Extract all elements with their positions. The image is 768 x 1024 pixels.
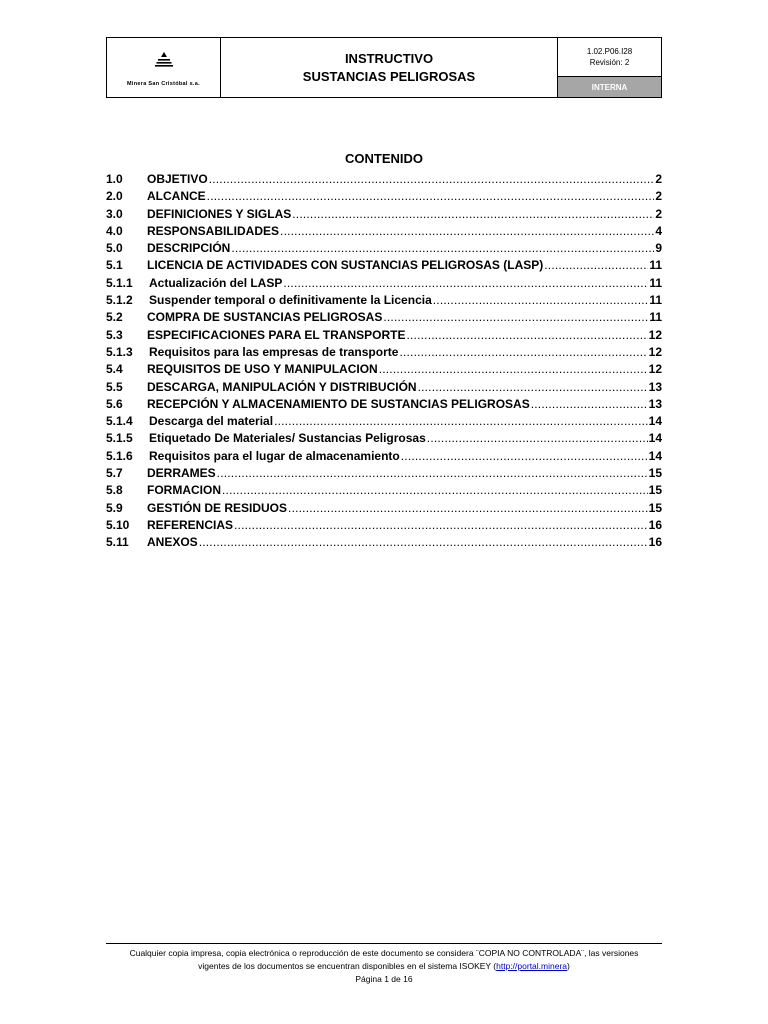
isokey-link[interactable]: http://portal.minera [496, 961, 568, 971]
document-header [106, 37, 662, 98]
document-revision: Revisión: 2 [589, 58, 630, 67]
document-title-cell [221, 38, 558, 97]
toc-entry-number: 5.1 [106, 258, 123, 273]
toc-entry-page: 11 [649, 293, 662, 308]
toc-entry-label: COMPRA DE SUSTANCIAS PELIGROSAS [147, 310, 383, 325]
toc-entry-label: Suspender temporal o definitivamente la Licencia [149, 293, 432, 308]
toc-entry[interactable] [106, 414, 662, 431]
toc-entry-number: 5.1.2 [106, 293, 133, 308]
toc-entry-label: Etiquetado De Materiales/ Sustancias Peligrosas [149, 431, 426, 446]
toc-entry-leader [399, 345, 647, 359]
toc-entry-label: REQUISITOS DE USO Y MANIPULACION [147, 362, 378, 377]
toc-entry-number: 4.0 [106, 223, 123, 238]
toc-entry-leader [222, 483, 648, 497]
toc-entry-leader [531, 397, 648, 411]
toc-entry-leader [379, 362, 648, 376]
toc-entry-label: FORMACION [147, 483, 221, 498]
toc-entry-number: 5.4 [106, 362, 123, 377]
toc-entry-page: 13 [648, 379, 662, 394]
toc-entry[interactable] [106, 172, 662, 189]
toc-entry-page: 2 [655, 172, 662, 186]
toc-entry[interactable] [106, 328, 662, 345]
classification-badge: INTERNA [558, 76, 661, 97]
toc-entry-leader [383, 310, 648, 324]
toc-entry-label: DEFINICIONES Y SIGLAS [147, 206, 292, 221]
toc-entry-number: 5.10 [106, 517, 130, 532]
toc-entry-number: 5.8 [106, 483, 123, 498]
toc-entry-label: DESCARGA, MANIPULACIÓN Y DISTRIBUCIÓN [147, 379, 417, 394]
toc-entry[interactable] [106, 518, 662, 535]
toc-entry-label: ANEXOS [147, 535, 198, 550]
toc-entry-number: 5.0 [106, 241, 123, 256]
toc-entry[interactable] [106, 276, 662, 293]
toc-entry-leader [274, 414, 648, 428]
footer-disclaimer-line1: Cualquier copia impresa, copia electrónica o reproducción de este documento se considera ¨COPIA NO CONTROLADA¨, las versiones [129, 948, 639, 958]
table-of-contents [106, 172, 662, 553]
toc-entry-number: 5.11 [106, 535, 129, 550]
page-number: Página 1 de 16 [355, 974, 413, 984]
toc-entry-leader [401, 449, 648, 463]
toc-entry-number: 5.7 [106, 466, 123, 481]
toc-entry-page: 11 [649, 275, 662, 290]
document-codes [558, 38, 661, 76]
toc-entry-label: Actualización del LASP [149, 275, 283, 290]
toc-entry-label: Descarga del material [149, 414, 274, 429]
toc-entry-label: Requisitos para el lugar de almacenamiento [149, 448, 400, 463]
toc-entry-label: RESPONSABILIDADES [147, 223, 280, 238]
toc-entry-number: 5.2 [106, 310, 123, 325]
toc-entry-page: 14 [648, 431, 662, 446]
toc-entry[interactable] [106, 483, 662, 500]
toc-entry[interactable] [106, 241, 662, 258]
footer-line2-prefix: vigentes de los documentos se encuentran disponibles en el sistema ISOKEY ( [198, 961, 497, 971]
toc-entry-number: 5.9 [106, 500, 123, 515]
document-code: 1.02.P06.I28 [586, 47, 633, 56]
toc-entry-page: 13 [648, 396, 662, 411]
toc-entry-leader [283, 276, 648, 290]
toc-entry-label: Requisitos para las empresas de transporte [149, 344, 399, 359]
toc-entry[interactable] [106, 189, 662, 206]
toc-entry[interactable] [106, 224, 662, 241]
toc-entry-number: 5.5 [106, 379, 123, 394]
footer-divider [106, 943, 662, 944]
toc-entry-leader [288, 501, 648, 515]
footer-disclaimer-line2 [106, 960, 662, 973]
toc-entry-leader [217, 466, 648, 480]
toc-entry-page: 9 [655, 241, 662, 256]
toc-entry-page: 12 [648, 362, 662, 377]
toc-entry-label: GESTIÓN DE RESIDUOS [147, 500, 288, 515]
toc-entry-leader [209, 172, 655, 186]
toc-entry-label: ALCANCE [147, 189, 206, 204]
document-type: INSTRUCTIVO [344, 50, 434, 66]
toc-entry-number: 5.1.1 [106, 275, 133, 290]
toc-entry[interactable] [106, 501, 662, 518]
footer-line2-suffix: ) [567, 961, 570, 971]
toc-entry[interactable] [106, 310, 662, 327]
toc-entry-number: 3.0 [106, 206, 123, 221]
toc-title: CONTENIDO [345, 151, 423, 166]
toc-entry[interactable] [106, 293, 662, 310]
toc-entry-leader [427, 431, 648, 445]
toc-entry-page: 14 [648, 414, 662, 429]
toc-entry-number: 5.1.4 [106, 414, 133, 429]
toc-entry-leader [207, 189, 655, 203]
toc-entry-number: 5.1.6 [106, 448, 133, 463]
toc-entry[interactable] [106, 362, 662, 379]
toc-entry-page: 16 [648, 535, 662, 550]
toc-entry-page: 12 [648, 327, 662, 342]
toc-entry[interactable] [106, 380, 662, 397]
toc-entry-page: 11 [649, 258, 662, 273]
company-logo-icon [155, 51, 173, 71]
toc-entry-leader [292, 207, 654, 221]
toc-entry-page: 4 [655, 223, 662, 238]
toc-entry-label: REFERENCIAS [147, 517, 234, 532]
toc-entry-label: LICENCIA DE ACTIVIDADES CON SUSTANCIAS PELIGROSAS (LASP) [147, 258, 544, 273]
toc-entry-page: 15 [648, 500, 662, 515]
toc-entry-leader [231, 241, 654, 255]
toc-entry-label: DERRAMES [147, 466, 216, 481]
toc-entry[interactable] [106, 449, 662, 466]
document-title: SUSTANCIAS PELIGROSAS [302, 68, 476, 84]
toc-entry-number: 5.3 [106, 327, 123, 342]
toc-entry-number: 5.1.5 [106, 431, 133, 446]
page-footer [106, 947, 662, 986]
toc-entry-page: 2 [655, 206, 662, 221]
toc-entry[interactable] [106, 466, 662, 483]
toc-entry-number: 5.6 [106, 396, 123, 411]
toc-entry-number: 5.1.3 [106, 344, 133, 359]
toc-entry-page: 15 [648, 483, 662, 498]
company-logo-cell [107, 38, 221, 97]
toc-entry-leader [199, 535, 648, 549]
toc-entry-page: 11 [649, 310, 662, 325]
toc-entry[interactable] [106, 431, 662, 448]
toc-entry-label: ESPECIFICACIONES PARA EL TRANSPORTE [147, 327, 406, 342]
company-name: Minera San Cristóbal s.a. [127, 81, 200, 88]
toc-entry-number: 2.0 [106, 189, 123, 204]
toc-entry[interactable] [106, 397, 662, 414]
toc-entry-label: DESCRIPCIÓN [147, 241, 231, 256]
toc-entry-leader [406, 328, 647, 342]
toc-entry[interactable] [106, 535, 662, 552]
toc-entry-label: OBJETIVO [147, 172, 208, 186]
document-meta-cell [558, 38, 661, 97]
toc-entry[interactable] [106, 207, 662, 224]
toc-entry-leader [280, 224, 654, 238]
toc-entry-page: 12 [648, 344, 662, 359]
toc-entry-page: 16 [648, 517, 662, 532]
toc-entry-page: 2 [655, 189, 662, 204]
toc-entry-label: RECEPCIÓN Y ALMACENAMIENTO DE SUSTANCIAS PELIGROSAS [147, 396, 530, 411]
toc-entry-page: 14 [648, 448, 662, 463]
toc-entry-leader [544, 258, 648, 272]
toc-entry-number: 1.0 [106, 172, 123, 186]
toc-entry[interactable] [106, 258, 662, 275]
toc-entry-page: 15 [648, 466, 662, 481]
toc-entry-leader [433, 293, 649, 307]
toc-entry[interactable] [106, 345, 662, 362]
toc-entry-leader [418, 380, 648, 394]
toc-entry-leader [234, 518, 648, 532]
